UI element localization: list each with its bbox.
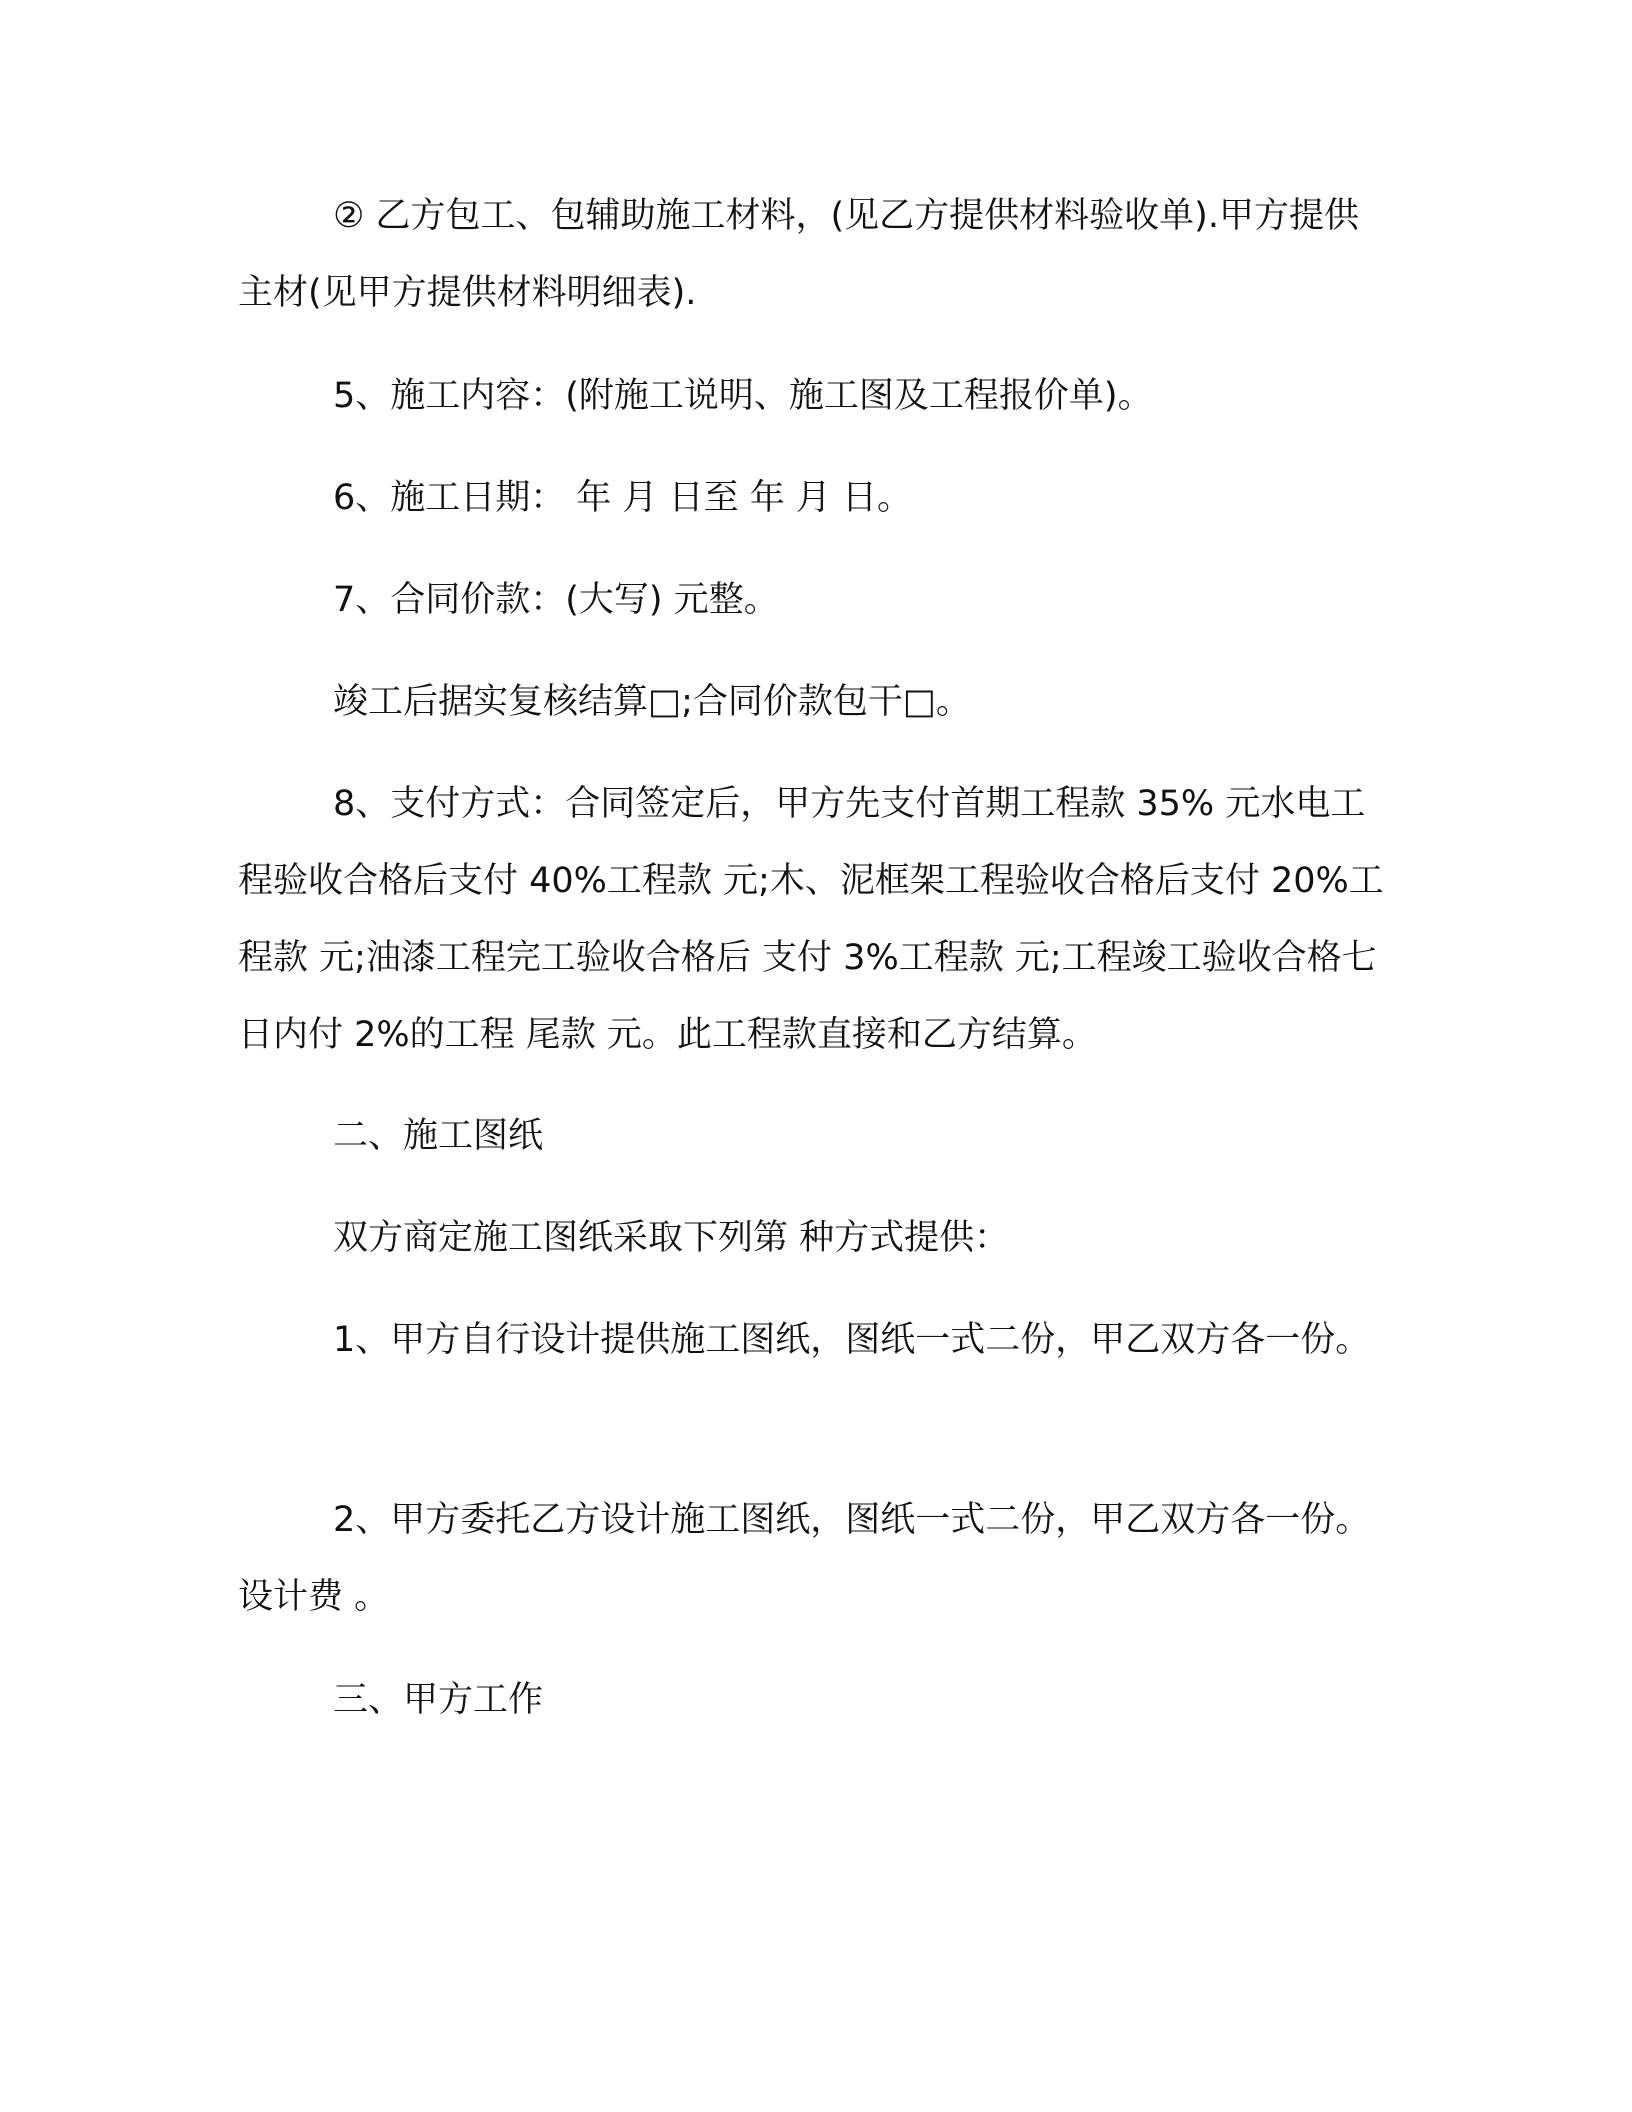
paragraph-payment-method: 8、支付方式：合同签定后，甲方先支付首期工程款 35% 元水电工程验收合格后支付 40%工程款 元;木、泥框架工程验收合格后支付 20%工程款 元;油漆工程完工验收合格后 支付 3%工程款 元;工程竣工验收合格七日内付 2%的工程 尾款 元。此工程款直接和乙方结算。 [238,784,1384,1055]
paragraph-drawing-option-1: 1、甲方自行设计提供施工图纸，图纸一式二份，甲乙双方各一份。 [333,1320,1371,1360]
paragraph-contract-price: 7、合同价款：(大写) 元整。 [333,580,779,620]
paragraph-construction-date: 6、施工日期： 年 月 日至 年 月 日。 [333,478,913,518]
paragraph-construction-content: 5、施工内容：(附施工说明、施工图及工程报价单)。 [333,376,1153,416]
section-heading-party-a-work: 三、甲方工作 [333,1680,544,1720]
paragraph-drawing-option-2: 2、甲方委托乙方设计施工图纸，图纸一式二份，甲乙双方各一份。设计费 。 [238,1500,1371,1617]
paragraph-drawing-method: 双方商定施工图纸采取下列第 种方式提供： [333,1218,1010,1258]
paragraph-materials: ② 乙方包工、包辅助施工材料，(见乙方提供材料验收单).甲方提供主材(见甲方提供材料明细表). [238,196,1359,313]
paragraph-settlement: 竣工后据实复核结算□;合同价款包干□。 [333,682,971,722]
section-heading-drawings: 二、施工图纸 [333,1116,544,1156]
